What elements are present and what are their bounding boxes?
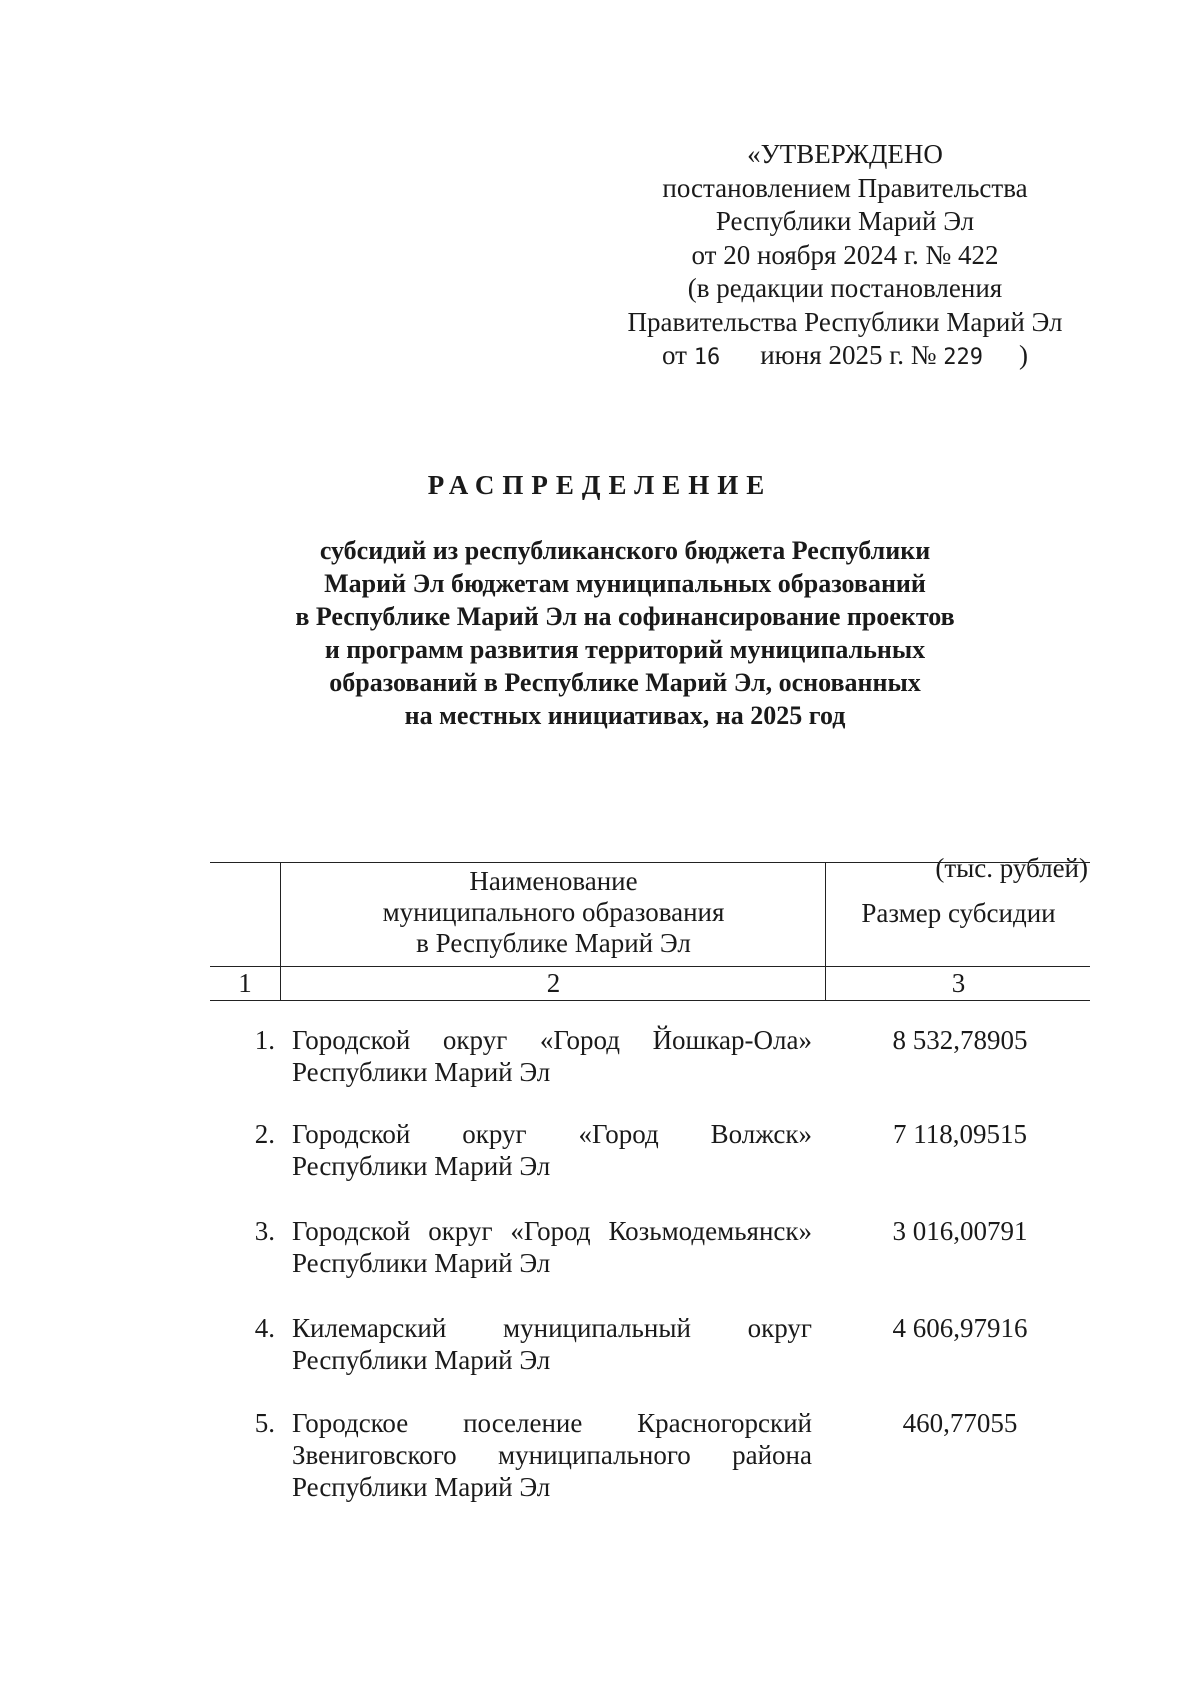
row-name-line: Республики Марий Эл: [292, 1472, 551, 1502]
subtitle-line: и программ развития территорий муниципальных: [324, 635, 926, 664]
header-bottom-rule: [210, 1000, 1090, 1001]
row-name-line: Городской округ «Город Йошкар-Ола»: [292, 1025, 812, 1055]
header-amount-cell: Размер субсидии: [861, 898, 1056, 928]
document-subtitle: [250, 534, 1000, 732]
approval-line-2: постановлением Правительства: [662, 172, 1028, 203]
row-name-line: Республики Марий Эл: [292, 1151, 551, 1181]
row-name: [292, 1312, 812, 1376]
row-name: [292, 1215, 812, 1279]
header-name-cell: [282, 866, 825, 959]
row-name-line: Городской округ «Город Козьмодемьянск»: [292, 1216, 812, 1246]
header-name-line: муниципального образования: [382, 897, 725, 927]
approval-line-6: Правительства Республики Марий Эл: [627, 306, 1063, 337]
approval-month-year: июня 2025 г. №: [760, 340, 937, 370]
subtitle-line: образований в Республике Марий Эл, основанных: [329, 668, 921, 697]
row-number: 1.: [254, 1025, 275, 1055]
unit-label: (тыс. рублей): [935, 853, 1088, 883]
row-name: [292, 1407, 812, 1503]
document-title: РАСПРЕДЕЛЕНИЕ: [427, 470, 773, 500]
approval-line-7: [590, 339, 1100, 375]
column-number-1: 1: [238, 968, 252, 998]
approval-close-paren: ): [1018, 340, 1028, 370]
approval-from: от: [662, 340, 687, 370]
header-name-line: в Республике Марий Эл: [416, 928, 691, 958]
row-amount: 7 118,09515: [893, 1119, 1027, 1149]
header-name-line: Наименование: [469, 866, 638, 896]
approval-stamp: [590, 138, 1100, 375]
row-name-line: Звениговского муниципального района: [292, 1440, 812, 1470]
approval-line-3: Республики Марий Эл: [715, 206, 975, 236]
row-name: [292, 1118, 812, 1182]
row-name-line: Республики Марий Эл: [292, 1248, 551, 1278]
subtitle-line: Марий Эл бюджетам муниципальных образований: [324, 569, 926, 598]
header-divider-2: [825, 862, 826, 1000]
row-number: 3.: [254, 1216, 275, 1246]
row-number: 2.: [254, 1119, 275, 1149]
header-top-rule: [210, 862, 1090, 863]
row-amount: 4 606,97916: [892, 1313, 1028, 1343]
subtitle-line: субсидий из республиканского бюджета Республики: [319, 536, 931, 565]
row-amount: 460,77055: [902, 1408, 1018, 1438]
header-divider-1: [280, 862, 281, 1000]
row-name-line: Килемарский муниципальный округ: [292, 1313, 812, 1343]
subtitle-line: в Республике Марий Эл на софинансирование проектов: [295, 602, 955, 631]
row-name-line: Республики Марий Эл: [292, 1345, 551, 1375]
row-number: 5.: [254, 1408, 275, 1438]
row-amount: 8 532,78905: [892, 1025, 1028, 1055]
approval-line-5: (в редакции постановления: [687, 273, 1003, 303]
column-number-2: 2: [546, 968, 561, 998]
row-name: [292, 1024, 812, 1088]
row-amount: 3 016,00791: [892, 1216, 1028, 1246]
subtitle-line: на местных инициативах, на 2025 год: [404, 701, 846, 730]
approval-number: 229: [943, 345, 983, 370]
row-name-line: Республики Марий Эл: [292, 1057, 551, 1087]
approval-line-1: «УТВЕРЖДЕНО: [747, 139, 943, 169]
column-number-3: 3: [951, 968, 966, 998]
header-middle-rule: [210, 966, 1090, 967]
row-name-line: Городской округ «Город Волжск»: [292, 1119, 812, 1149]
approval-day: 16: [693, 345, 721, 370]
approval-line-4: от 20 ноября 2024 г. № 422: [691, 239, 999, 270]
row-number: 4.: [254, 1313, 275, 1343]
row-name-line: Городское поселение Красногорский: [292, 1408, 812, 1438]
